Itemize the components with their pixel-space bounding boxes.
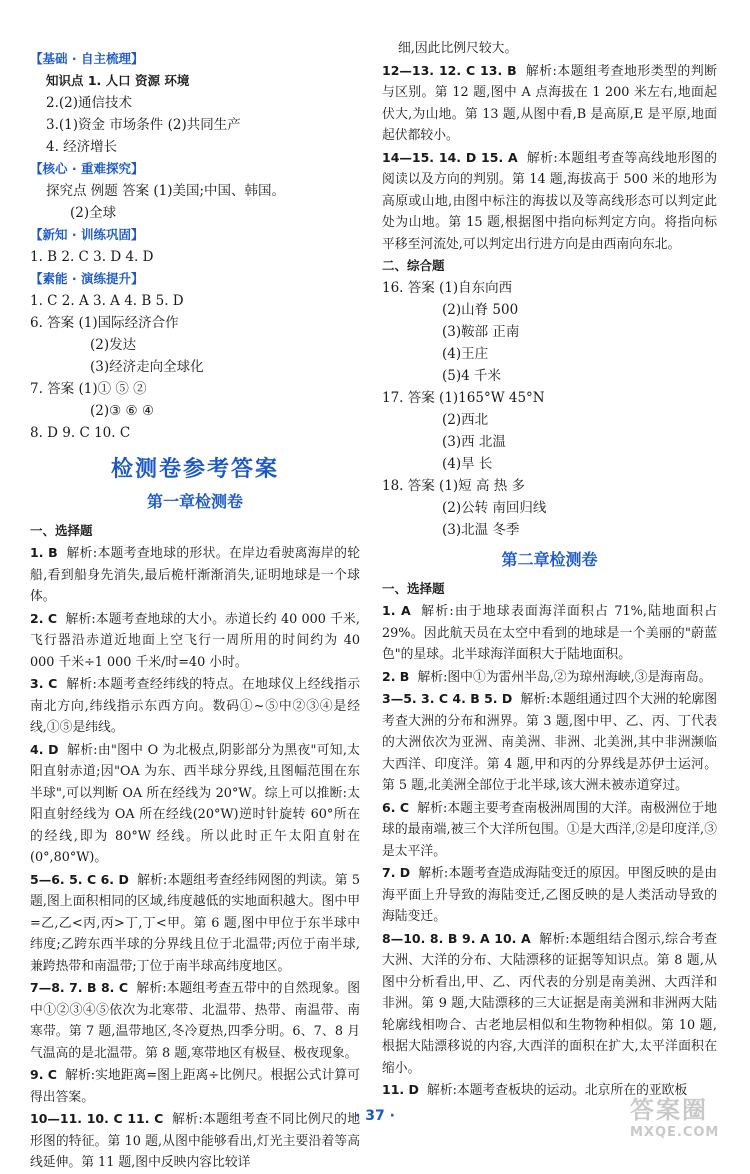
answer-paragraph: 3—5. 3. C 4. B 5. D 解析:本题组通过四个大洲的轮廓图考查大洲的分布和洲界。第 3 题,图中甲、乙、丙、丁代表的大洲依次为亚洲、南美洲、非洲、北美洲,其中非洲濒临大西洋、印度洋。第 4 题,甲和丙的分界线是苏伊士运河。第 5 题,北美洲全部位于北半球,该大洲未被赤道穿过。 — [382, 691, 718, 793]
left-column — [30, 48, 360, 1174]
answer-line: 18. 答案 (1)短 高 热 多 — [382, 478, 526, 494]
answer-line: (5)4 千米 — [442, 368, 502, 384]
section-heading-advance: 【素能 · 演练提升】 — [30, 271, 144, 286]
right-column — [382, 38, 717, 1102]
watermark-logo: 答案圈 MXQE.COM — [630, 1096, 720, 1140]
answer-line: (3)北温 冬季 — [442, 522, 520, 538]
answer-line: 知识点 1. 人口 资源 环境 — [46, 73, 190, 88]
answer-line: (2)公转 南回归线 — [442, 500, 547, 516]
section-heading-core: 【核心 · 重难探究】 — [30, 161, 144, 176]
section-heading: 一、选择题 — [382, 581, 445, 596]
page-number: · 37 · — [355, 1108, 395, 1124]
answer-line: 1. B 2. C 3. D 4. D — [30, 249, 154, 265]
answer-paragraph: 7—8. 7. B 8. C 解析:本题组考查五带中的自然现象。图中①②③④⑤依次为北寒带、北温带、热带、南温带、南寒带。第 7 题,温带地区,冬冷夏热,四季分明。6、7、8 月气温高的是北温带。第 8 题,寒带地区有极昼、极夜现象。 — [30, 980, 360, 1061]
answer-line: (3)西 北温 — [442, 434, 506, 450]
answer-line: 4. 经济增长 — [46, 139, 118, 155]
answer-paragraph: 6. C 解析:本题主要考查南极洲周围的大洋。南极洲位于地球的最南端,被三个大洋所包围。①是大西洋,②是印度洋,③是太平洋。 — [382, 799, 717, 859]
chapter-title: 第一章检测卷 — [146, 492, 243, 511]
answer-paragraph: 10—11. 10. C 11. C 解析:本题组考查不同比例尺的地形图的特征。第 10 题,从图中能够看出,灯光主要沿着等高线延伸。第 11 题,图中反映内容比较详 — [30, 1111, 360, 1170]
answer-paragraph: 细,因此比例尺较大。 — [398, 41, 518, 56]
chapter-title: 第二章检测卷 — [501, 550, 598, 569]
answer-paragraph: 12—13. 12. C 13. B 解析:本题组考查地形类型的判断与区别。第 12 题,图中 A 点海拔在 1 200 米左右,地面起伏大,为山地。第 13 题,从图中看,B 是高原,E 是平原,地面起伏都较小。 — [382, 62, 717, 143]
answer-line: 2.(2)通信技术 — [46, 95, 133, 111]
answer-paragraph: 14—15. 14. D 15. A 解析:本题组考查等高线地形图的阅读以及方向的判别。第 14 题,海拔高于 500 米的地形为高原或山地,由图中标注的海拔以及等高线形态可以判定此处为山地。第 15 题,根据图中指向标判定方向。将指向标平移至河流处,可以判定出行进方向是由西南向东北。 — [382, 149, 717, 252]
section-heading-basics: 【基础 · 自主梳理】 — [30, 51, 144, 66]
answer-line: (4)王庄 — [442, 346, 489, 362]
answer-paragraph: 1. B 解析:本题考查地球的形状。在岸边看驶离海岸的轮船,看到船身先消失,最后桅杆渐渐消失,证明地球是一个球体。 — [30, 545, 361, 604]
answer-line: (3)鞍部 正南 — [442, 324, 520, 340]
page-title: 检测卷参考答案 — [110, 457, 279, 482]
answer-line: 16. 答案 (1)自东向西 — [382, 280, 513, 296]
answer-paragraph: 11. D 解析:本题考查板块的运动。北京所在的亚欧板 — [382, 1082, 688, 1098]
answer-line: (2)发达 — [90, 337, 137, 353]
answer-line: 8. D 9. C 10. C — [30, 425, 131, 441]
answer-paragraph: 2. B 解析:图中①为雷州半岛,②为琼州海峡,③是海南岛。 — [382, 668, 712, 685]
answer-line: 探究点 例题 答案 (1)美国;中国、韩国。 — [46, 183, 286, 199]
answer-line: (2)③ ⑥ ④ — [90, 403, 155, 419]
section-heading: 二、综合题 — [382, 258, 445, 273]
answer-line: (2)山脊 500 — [442, 302, 519, 318]
answer-paragraph: 2. C 解析:本题考查地球的大小。赤道长约 40 000 千米,飞行器沿赤道近地面上空飞行一周所用的时间约为 40 000 千米÷1 000 千米/时=40 小时。 — [30, 610, 360, 670]
answer-line: (3)经济走向全球化 — [90, 359, 204, 375]
answer-paragraph: 4. D 解析:由"图中 O 为北极点,阴影部分为黑夜"可知,太阳直射赤道;因"OA 为东、西半球分界线,且图幅范围在东半球",可以判断 OA 所在经线为 20°W。综上可以推断:太阳直射经线为 OA 所在经线(20°W)逆时针旋转 60°所在的经线,即为 80°W 经线。所以此时正午太阳直射在(0°,80°W)。 — [30, 741, 360, 865]
section-heading: 一、选择题 — [30, 523, 93, 538]
answer-paragraph: 7. D 解析:本题考查造成海陆变迁的原因。甲图反映的是由海平面上升导致的海陆变迁,乙图反映的是人类活动导致的海陆变迁。 — [382, 865, 717, 924]
answer-line: 17. 答案 (1)165°W 45°N — [382, 390, 545, 406]
answer-line: (4)旱 长 — [442, 456, 493, 472]
answer-line: (2)西北 — [442, 412, 489, 428]
answer-line: 1. C 2. A 3. A 4. B 5. D — [30, 293, 184, 309]
answer-paragraph: 1. A 解析:由于地球表面海洋面积占 71%,陆地面积占 29%。因此航天员在太空中看到的地球是一个美丽的"蔚蓝色"的星球。北半球海洋面积大于陆地面积。 — [382, 603, 718, 662]
answer-paragraph: 8—10. 8. B 9. A 10. A 解析:本题组结合图示,综合考查大洲、大洋的分布、大陆漂移的证据等知识点。第 8 题,从图中分析看出,甲、乙、丙代表的分别是南美洲、大西洋和非洲。第 9 题,大陆漂移的三大证据是南美洲和非洲两大陆轮廓线相吻合、古老地层相似和生物物种相似。第 10 题,根据大陆漂移说的内容,大西洋的面积在扩大,太平洋面积在缩小。 — [382, 930, 717, 1076]
answer-line: 3.(1)资金 市场条件 (2)共同生产 — [46, 117, 241, 133]
section-heading-practice: 【新知 · 训练巩固】 — [30, 227, 144, 242]
answer-paragraph: 9. C 解析:实地距离=图上距离÷比例尺。根据公式计算可得出答案。 — [30, 1067, 360, 1105]
answer-line: 7. 答案 (1)① ⑤ ② — [30, 381, 147, 397]
answer-line: (2)全球 — [70, 205, 117, 221]
answer-line: 6. 答案 (1)国际经济合作 — [30, 315, 179, 331]
answer-paragraph: 5—6. 5. C 6. D 解析:本题组考查经纬网图的判读。第 5 题,图上面积相同的区域,纬度越低的实地面积越大。图中甲=乙,乙<丙,丙>丁,丁<甲。第 6 题,图中甲位于东半球中纬度;乙跨东西半球的分界线且位于北温带;丙位于南半球,兼跨热带和南温带;丁位于南半球高纬度地区。 — [30, 871, 360, 974]
answer-paragraph: 3. C 解析:本题考查经纬线的特点。在地球仪上经线指示南北方向,纬线指示东西方向。数码①~⑤中②③④是经线,①⑤是纬线。 — [30, 676, 360, 735]
